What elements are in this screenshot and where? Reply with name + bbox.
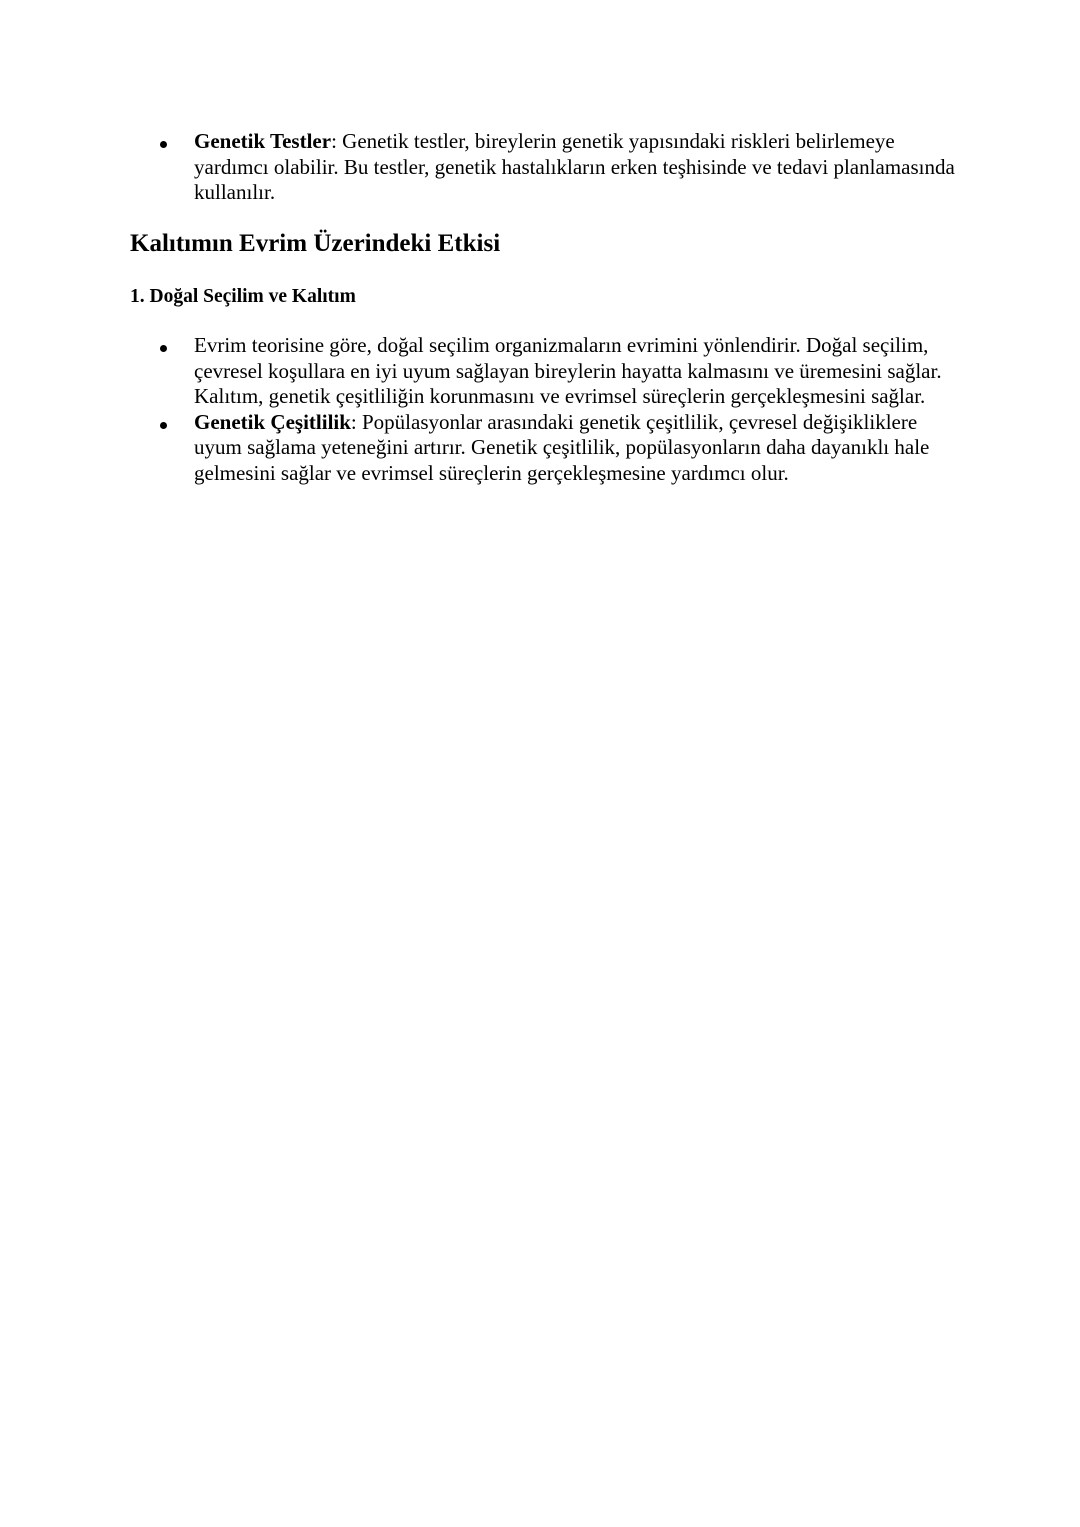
list-item-genetic-diversity	[130, 410, 970, 487]
term-genetic-diversity: Genetik Çeşitlilik	[194, 409, 351, 434]
bullet-icon	[160, 345, 167, 352]
item-text-genetic-tests: : Genetik testler, bireylerin genetik yapısındaki riskleri belirlemeye yardımcı olabilir. Bu testler, genetik hastalıkların erken teşhisinde ve tedavi planlamasında kullanılır.	[194, 129, 955, 204]
bullet-icon	[160, 422, 167, 429]
item-text-natural-selection: Evrim teorisine göre, doğal seçilim organizmaların evrimini yönlendirir. Doğal seçilim, çevresel koşullara en iyi uyum sağlayan bireylerin hayatta kalmasını ve üremesini sağlar. Kalıtım, genetik çeşitliliğin korunmasını ve evrimsel süreçlerin gerçekleşmesini sağlar.	[194, 333, 942, 408]
bullet-icon	[160, 141, 167, 148]
term-genetic-tests: Genetik Testler	[194, 129, 332, 153]
section-heading: Kalıtımın Evrim Üzerindeki Etkisi	[130, 230, 501, 257]
list-item-genetic-tests	[130, 129, 970, 206]
bullet-list-natural-selection	[130, 333, 970, 486]
bullet-list-genetic-tests	[130, 129, 970, 206]
list-item-natural-selection	[130, 333, 970, 410]
item-text-genetic-diversity: : Popülasyonlar arasındaki genetik çeşitlilik, çevresel değişikliklere uyum sağlama yeteneğini artırır. Genetik çeşitlilik, popülasyonların daha dayanıklı hale gelmesini sağlar ve evrimsel süreçlerin gerçekleşmesine yardımcı olur.	[194, 409, 930, 485]
section-subheading: 1. Doğal Seçilim ve Kalıtım	[130, 286, 356, 307]
